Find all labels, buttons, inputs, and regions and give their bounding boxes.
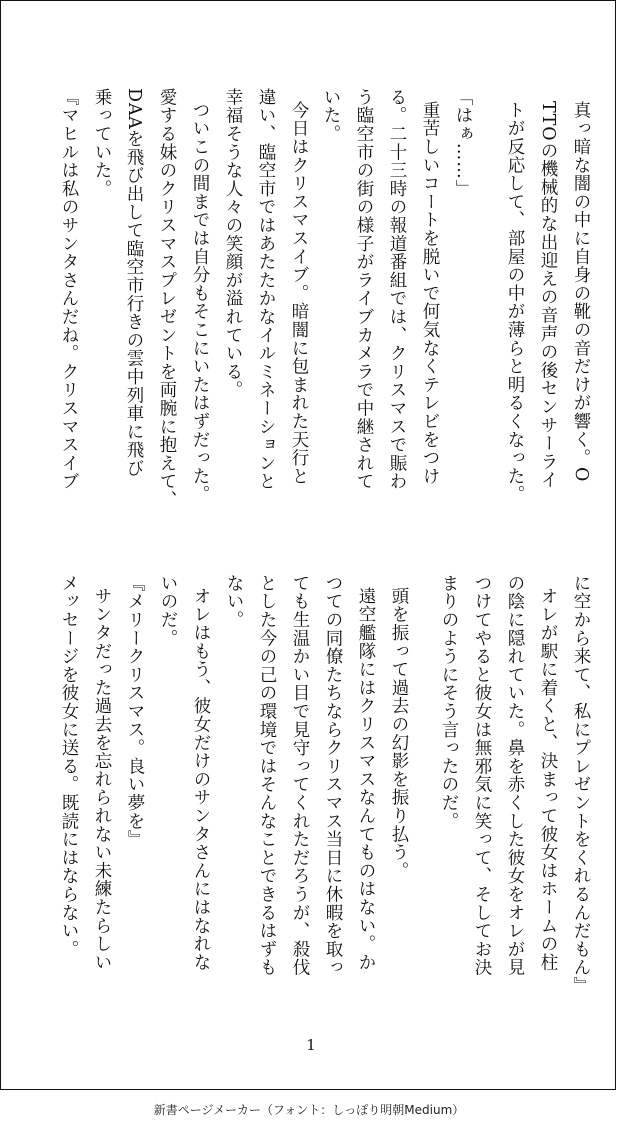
text-column: オレが駅に着くと、決まって彼女はホームの柱 — [538, 587, 558, 972]
text-column: 重苦しいコートを脱いで何気なくテレビをつけ — [420, 101, 440, 486]
text-column: の陰に隠れていた。鼻を赤くした彼女をオレが見 — [505, 574, 525, 977]
text-column: メッセージを彼女に送る。既読にはならない。 — [59, 574, 79, 959]
text-column: とした今の己の環境ではそんなことできるはずも — [257, 574, 277, 977]
text-column: サンタだった過去を忘れられない未練たらしい — [92, 587, 112, 972]
text-column: つての同僚たちならクリスマス当日に休暇を取っ — [323, 574, 343, 977]
text-column: ても生温かい目で見守ってくれただろうが、殺伐 — [290, 574, 310, 977]
text-column: 乗っていた。 — [92, 88, 112, 198]
text-column: 頭を振って過去の幻影を振り払う。 — [389, 587, 409, 880]
text-column: TTOの機械的な出迎えの音声の後センサーライ — [538, 101, 558, 490]
text-column: 愛する妹のクリスマスプレゼントを両腕に抱えて、 — [157, 88, 177, 509]
text-column: トが反応して、部屋の中が薄らと明るくなった。 — [505, 101, 525, 504]
text-column: つけてやると彼女は無邪気に笑って、そしてお決 — [472, 574, 492, 977]
text-column: まりのようにそう言ったのだ。 — [439, 574, 459, 831]
text-column: DAAを飛び出して臨空市行きの雲中列車に飛び — [124, 88, 144, 478]
text-column: 幸福そうな人々の笑顔が溢れている。 — [223, 88, 243, 400]
text-column: 「はぁ……」 — [453, 88, 473, 198]
text-column: ついこの間までは自分もそこにいたはずだった。 — [190, 101, 210, 504]
text-column: 今日はクリスマスイブ。暗闇に包まれた天行と — [289, 101, 309, 486]
text-column: オレはもう、彼女だけのサンタさんにはなれな — [191, 587, 211, 972]
text-column: る。二十三時の報道番組では、クリスマスで賑わ — [387, 88, 407, 491]
text-column: 真っ暗な闇の中に自身の靴の音だけが響く。O — [571, 101, 591, 483]
text-column: 違い、臨空市ではあたたかなイルミネーションと — [256, 88, 276, 491]
text-column: 『メリークリスマス。良い夢を』 — [125, 574, 145, 849]
text-column: に空から来て、私にプレゼントをくれるんだもん』 — [571, 574, 591, 995]
text-column: う臨空市の街の様子がライブカメラで中継されて — [354, 88, 374, 491]
text-column: ない。 — [224, 574, 244, 629]
text-column: いた。 — [321, 88, 341, 143]
text-column: いのだ。 — [158, 574, 178, 648]
footer-caption: 新書ページメーカー（フォント：しっぽり明朝Medium） — [153, 1103, 465, 1117]
text-column: 『マヒルは私のサンタさんだね。クリスマスイブ — [59, 88, 79, 491]
page-number: 1 — [306, 1036, 316, 1054]
text-column: 遠空艦隊にはクリスマスなんてものはない。か — [356, 587, 376, 972]
